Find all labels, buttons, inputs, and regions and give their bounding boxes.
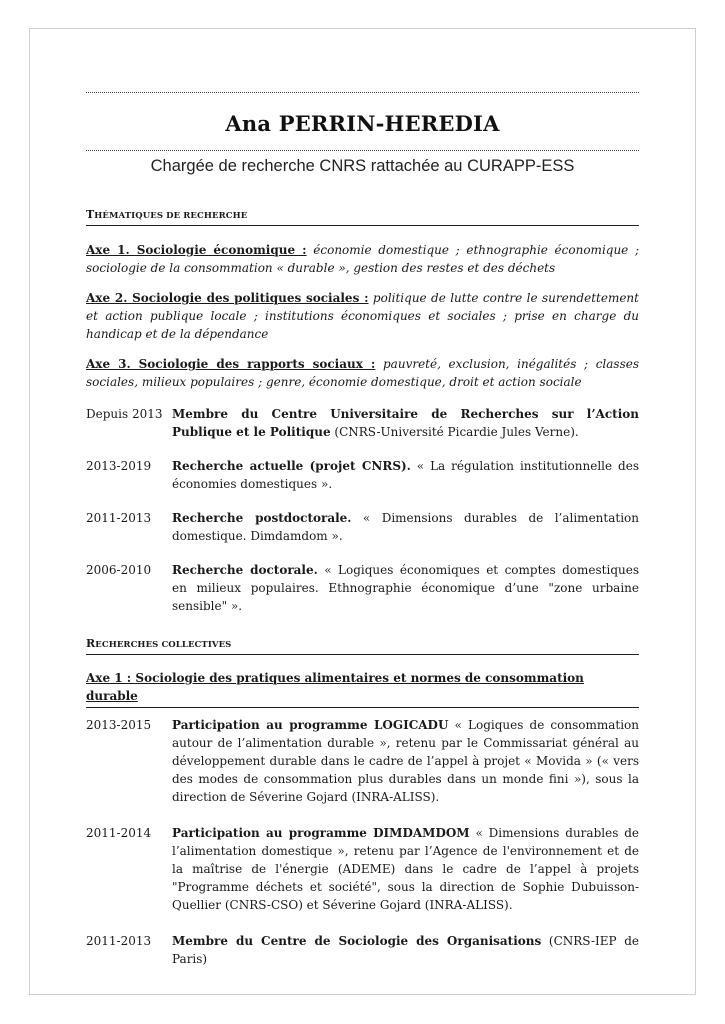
entry-date: Depuis 2013 xyxy=(86,407,163,421)
name-divider xyxy=(86,150,639,151)
axe-2 xyxy=(86,289,639,343)
entry-detail: « La régulation institutionnelle des économies domestiques ». xyxy=(172,459,639,491)
timeline-entry xyxy=(86,405,639,441)
timeline-entry xyxy=(86,509,639,545)
entry-title: Membre du Centre Universitaire de Recherches sur l’Action Publique et le Politique xyxy=(172,407,639,439)
entry-detail: « Logiques de consommation autour de l’alimentation durable », retenu par le Commissariat général au développement durable dans le cadre de l’appel à projet « Movida » (« vers des modes de consommation plus durables dans un monde fini »), sous la direction de Séverine Gojard (INRA-ALISS). xyxy=(172,718,639,804)
cv-content xyxy=(86,92,639,968)
entry-date: 2013-2019 xyxy=(86,459,152,473)
axe-title: Axe 1. Sociologie économique : xyxy=(86,243,307,257)
entry-detail: « Dimensions durables de l’alimentation domestique. Dimdamdom ». xyxy=(172,511,639,543)
entry-detail: (CNRS-IEP de Paris) xyxy=(172,934,639,966)
top-divider xyxy=(86,92,639,93)
entry-text xyxy=(172,561,639,615)
entry-detail: (CNRS-Université Picardie Jules Verne). xyxy=(330,425,579,439)
entry-text xyxy=(172,716,639,806)
axe-3 xyxy=(86,355,639,391)
heading-rest: HÉMATIQUES DE RECHERCHE xyxy=(94,211,248,221)
axe-description: pauvreté, exclusion, inégalités ; classes sociales, milieux populaires ; genre, économie domestique, droit et action sociale xyxy=(86,357,639,389)
entry-text xyxy=(172,405,639,441)
heading-initial: T xyxy=(86,208,95,221)
heading-initial: R xyxy=(86,637,96,650)
entry-title: Recherche actuelle (projet CNRS). xyxy=(172,459,411,473)
timeline-entry xyxy=(86,932,639,968)
entry-text xyxy=(172,457,639,493)
axe-1 xyxy=(86,241,639,277)
entry-text xyxy=(172,824,639,914)
person-name: Ana PERRIN-HEREDIA xyxy=(225,111,500,136)
entry-date: 2013-2015 xyxy=(86,718,152,732)
heading-rest: ECHERCHES COLLECTIVES xyxy=(95,640,232,650)
entry-date: 2006-2010 xyxy=(86,563,152,577)
entry-text xyxy=(172,932,639,968)
entry-title: Recherche doctorale. xyxy=(172,563,318,577)
entry-text xyxy=(172,509,639,545)
section-heading-thematiques xyxy=(86,208,639,226)
entry-detail: « Logiques économiques et comptes domestiques en milieux populaires. Ethnographie économique d’une "zone urbaine sensible" ». xyxy=(172,563,639,613)
collective-axe-title: Axe 1 : Sociologie des pratiques alimentaires et normes de consommation durable xyxy=(86,669,639,708)
entry-date: 2011-2013 xyxy=(86,511,152,525)
entry-title: Membre du Centre de Sociologie des Organisations xyxy=(172,934,542,948)
position-subtitle: Chargée de recherche CNRS rattachée au CURAPP-ESS xyxy=(150,157,575,175)
section-heading-collectives xyxy=(86,637,639,655)
entry-detail: « Dimensions durables de l’alimentation domestique », retenu par l’Agence de l'environnement et de la maîtrise de l'énergie (ADEME) dans le cadre de l’appel à projets "Programme déchets et société", sous la direction de Sophie Dubuisson-Quellier (CNRS-CSO) et Séverine Gojard (INRA-ALISS). xyxy=(172,826,639,912)
timeline-entry xyxy=(86,716,639,806)
entry-date: 2011-2014 xyxy=(86,826,152,840)
axe-description: politique de lutte contre le surendettement et action publique locale ; institutions économiques et sociales ; prise en charge du handicap et de la dépendance xyxy=(86,291,639,341)
entry-date: 2011-2013 xyxy=(86,934,152,948)
timeline-entry xyxy=(86,561,639,615)
axe-title: Axe 2. Sociologie des politiques sociales : xyxy=(86,291,369,305)
timeline-entry xyxy=(86,824,639,914)
entry-title: Recherche postdoctorale. xyxy=(172,511,352,525)
entry-title: Participation au programme DIMDAMDOM xyxy=(172,826,470,840)
axe-title: Axe 3. Sociologie des rapports sociaux : xyxy=(86,357,376,371)
timeline-entry xyxy=(86,457,639,493)
entry-title: Participation au programme LOGICADU xyxy=(172,718,449,732)
axe-description: économie domestique ; ethnographie économique ; sociologie de la consommation « durable », gestion des restes et des déchets xyxy=(86,243,640,275)
